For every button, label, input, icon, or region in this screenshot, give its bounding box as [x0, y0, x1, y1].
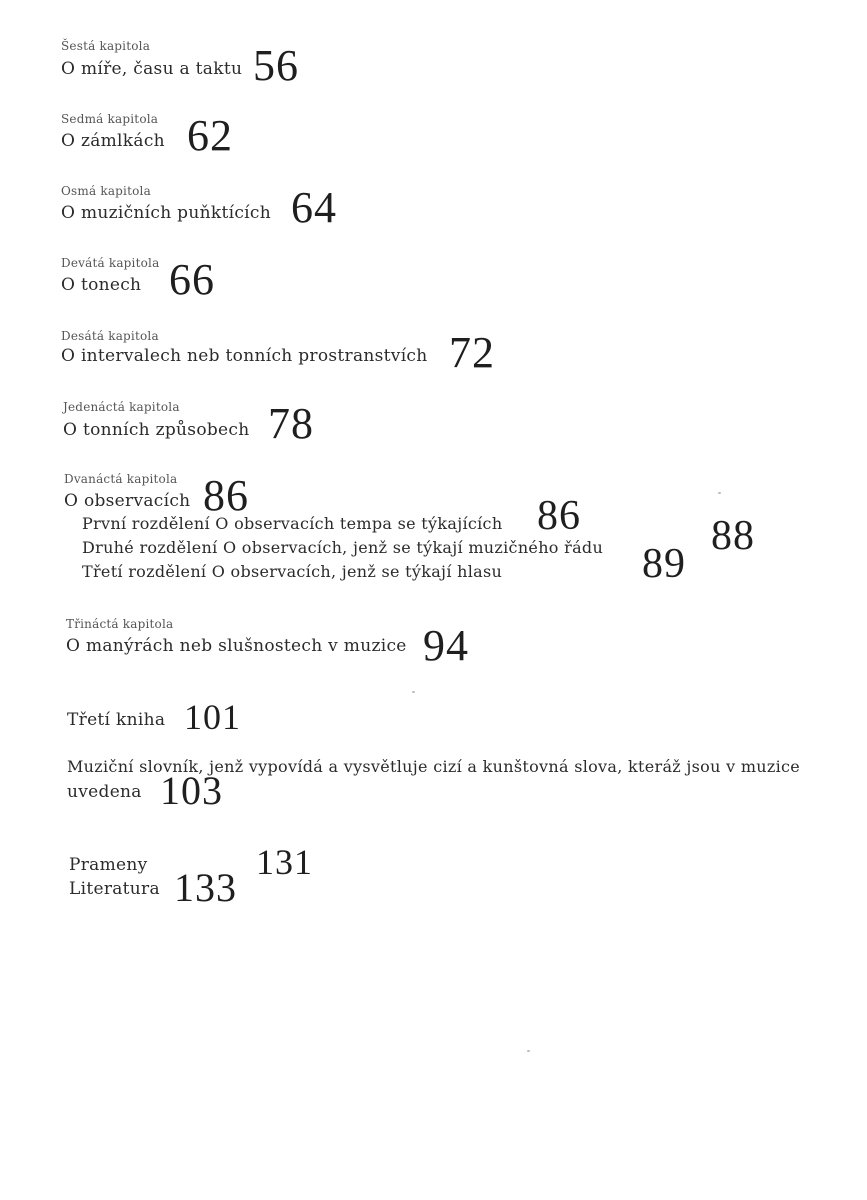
subsection-1-title: První rozdělení O observacích tempa se týkajících	[82, 514, 503, 533]
chapter-6-title: O míře, času a taktu	[61, 59, 243, 79]
chapter-7-title: O zámlkách	[61, 131, 165, 151]
chapter-10-title: O intervalech neb tonních prostranstvích	[61, 346, 428, 366]
chapter-12-label: Dvanáctá kapitola	[64, 472, 178, 486]
chapter-9-page: 66	[169, 255, 215, 304]
literature-title: Literatura	[69, 879, 160, 899]
chapter-9-label: Devátá kapitola	[61, 256, 160, 270]
chapter-11-page: 78	[268, 399, 314, 448]
chapter-8-page: 64	[291, 183, 337, 232]
book-3-title: Třetí kniha	[67, 710, 166, 730]
subsection-2-page: 88	[711, 513, 755, 559]
chapter-6-page: 56	[253, 41, 299, 90]
chapter-7-page: 62	[187, 111, 233, 160]
chapter-11-title: O tonních způsobech	[63, 420, 250, 440]
chapter-6-label: Šestá kapitola	[61, 39, 151, 53]
book-3-page: 101	[184, 697, 241, 737]
chapter-9-title: O tonech	[61, 275, 142, 295]
chapter-13-label: Třináctá kapitola	[66, 617, 174, 631]
chapter-11-label: Jedenáctá kapitola	[63, 400, 180, 414]
chapter-10-page: 72	[449, 328, 495, 377]
chapter-8-title: O muzičních puňktících	[61, 203, 271, 223]
chapter-13-title: O manýrách neb slušnostech v muzice	[66, 636, 407, 656]
scan-speck	[527, 1050, 530, 1052]
subsection-3-title: Třetí rozdělení O observacích, jenž se týkají hlasu	[82, 562, 503, 581]
scan-speck	[718, 492, 721, 494]
chapter-10-label: Desátá kapitola	[61, 329, 159, 343]
chapter-13-page: 94	[423, 621, 469, 670]
subsection-1-page: 86	[537, 493, 581, 539]
dictionary-title-line-1: Muziční slovník, jenž vypovídá a vysvětluje cizí a kunštovná slova, kteráž jsou v muzice	[67, 757, 801, 776]
subsection-3-page: 89	[642, 541, 686, 587]
scan-speck	[412, 691, 415, 693]
chapter-8-label: Osmá kapitola	[61, 184, 151, 198]
chapter-12-page: 86	[203, 471, 249, 520]
chapter-7-label: Sedmá kapitola	[61, 112, 159, 126]
chapter-12-title: O observacích	[64, 491, 191, 511]
dictionary-page: 103	[160, 768, 223, 813]
literature-page: 133	[174, 865, 237, 910]
sources-title: Prameny	[69, 855, 148, 875]
dictionary-title-line-2: uvedena	[67, 782, 142, 802]
subsection-2-title: Druhé rozdělení O observacích, jenž se týkají muzičného řádu	[82, 538, 604, 557]
sources-page: 131	[256, 842, 313, 882]
